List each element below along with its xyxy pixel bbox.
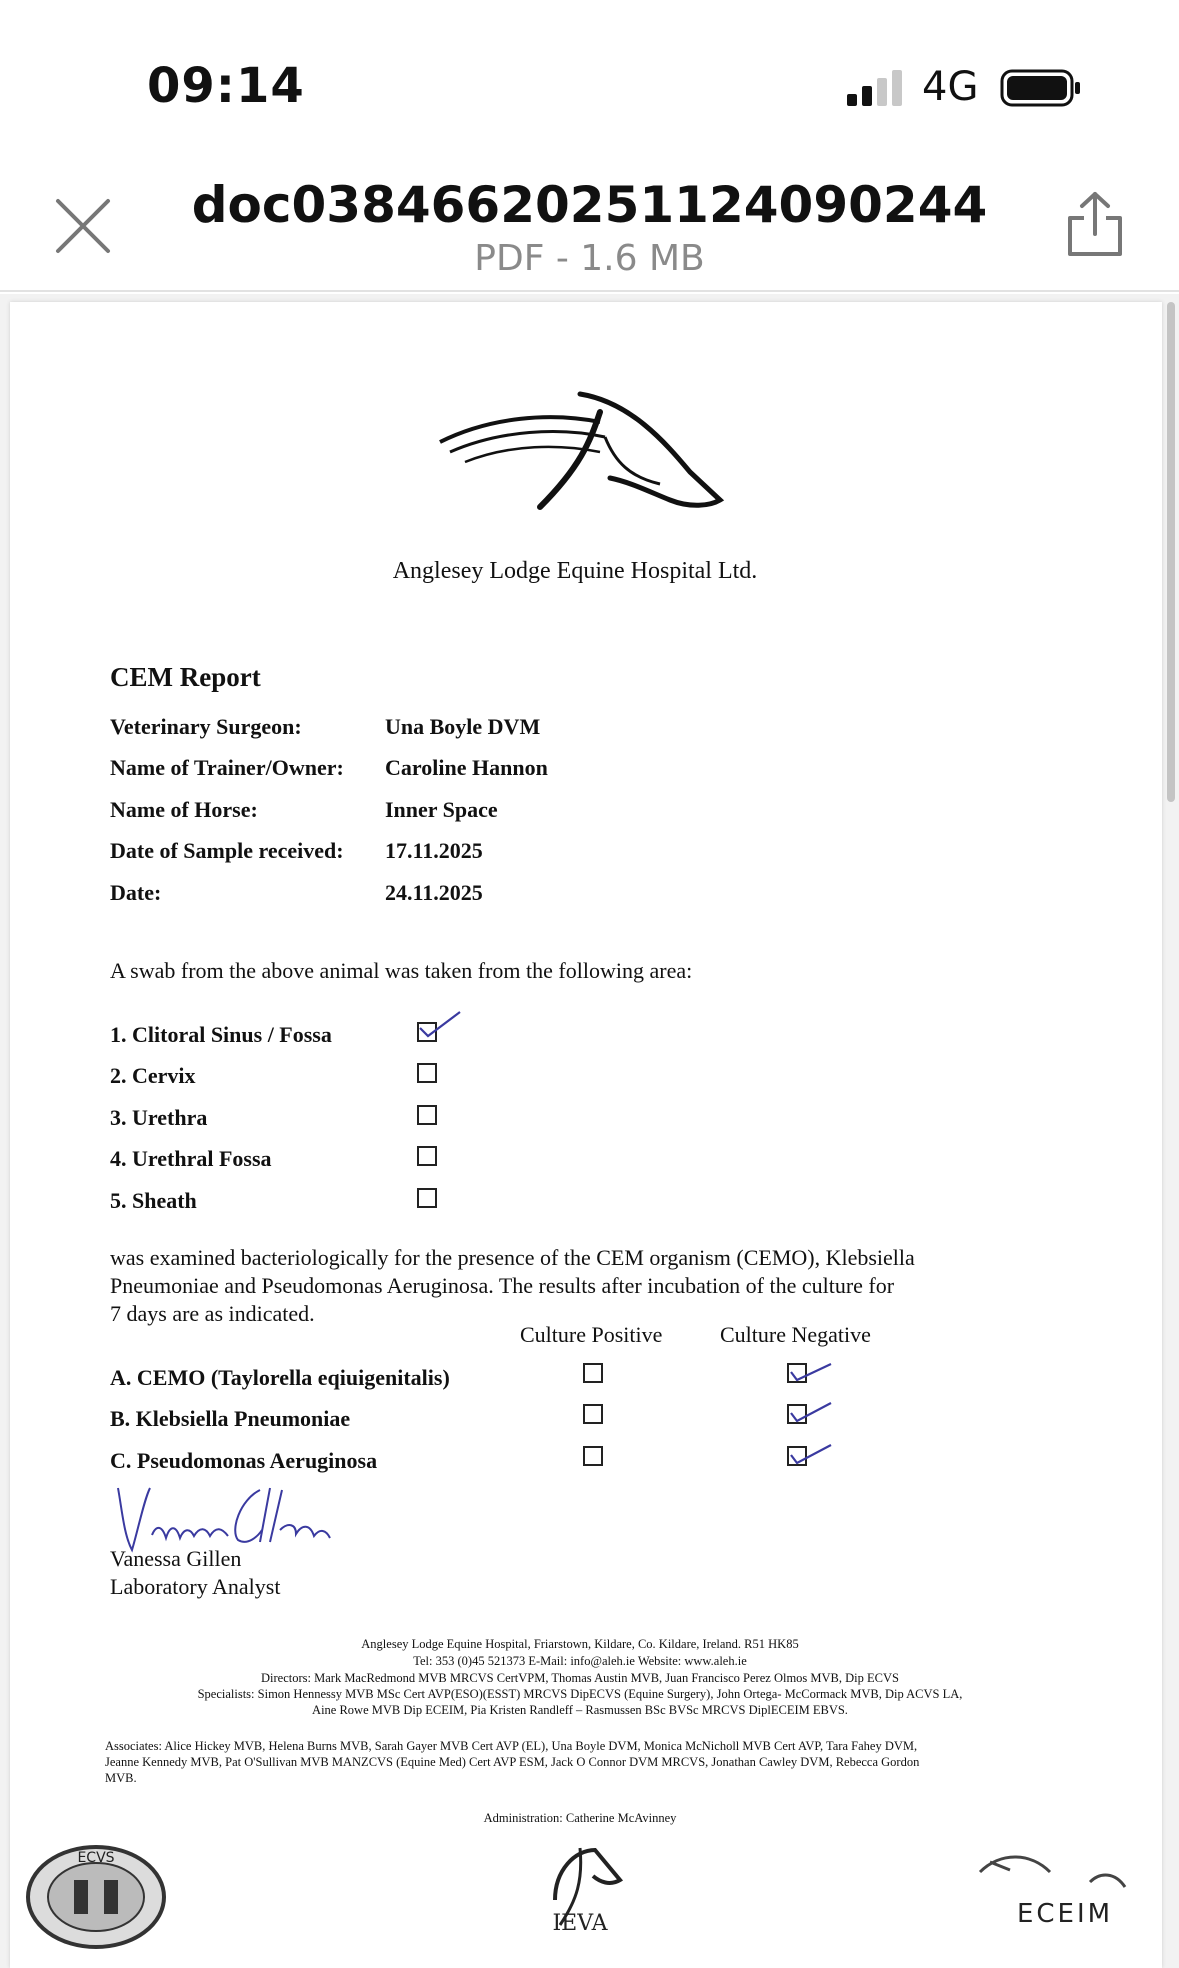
- footer-specialists: Aine Rowe MVB Dip ECEIM, Pia Kristen Randleff – Rasmussen BSc BVSc MRCVS DiplECEIM EBVS.: [312, 1703, 848, 1717]
- horse-head-logo: [430, 382, 740, 532]
- field-label: Veterinary Surgeon:: [110, 714, 302, 739]
- battery-icon: [1000, 68, 1082, 108]
- footer-associates: Associates: Alice Hickey MVB, Helena Burns MVB, Sarah Gayer MVB Cert AVP (EL), Una Boyle DVM, Monica McNicholl MVB Cert AVP, Tara Fahey DVM,: [105, 1739, 918, 1753]
- ecvs-seal-logo: [24, 1842, 169, 1952]
- column-culture-positive: Culture Positive: [520, 1322, 663, 1347]
- field-value: Inner Space: [385, 797, 498, 822]
- area-item: 1. Clitoral Sinus / Fossa: [110, 1022, 332, 1047]
- share-icon[interactable]: [1062, 190, 1128, 260]
- positive-checkbox: [583, 1446, 603, 1466]
- area-item: 3. Urethra: [110, 1105, 208, 1130]
- field-value: Caroline Hannon: [385, 755, 548, 780]
- ecvs-label: ECVS: [77, 1850, 115, 1866]
- signer-name: Vanessa Gillen: [110, 1546, 242, 1571]
- result-row-cemo: A. CEMO (Taylorella eqiuigenitalis): [110, 1365, 450, 1390]
- footer-administration: Administration: Catherine McAvinney: [483, 1811, 677, 1825]
- status-bar: [0, 0, 1179, 150]
- eceim-logo: [970, 1842, 1140, 1942]
- footer-specialists: Specialists: Simon Hennessy MVB MSc Cert AVP(ESO)(ESST) MRCVS DipECVS (Equine Surgery), John Ortega- McCormack MVB, Dip ACVS LA,: [197, 1687, 963, 1701]
- footer-associates: MVB.: [105, 1771, 137, 1785]
- pdf-page: [10, 302, 1162, 1968]
- field-value: 17.11.2025: [385, 838, 483, 863]
- report-title: CEM Report: [110, 662, 261, 692]
- tick-mark-icon: [418, 1008, 462, 1038]
- field-value: 24.11.2025: [385, 880, 483, 905]
- area-checkbox: [417, 1063, 437, 1083]
- positive-checkbox: [583, 1363, 603, 1383]
- result-row-pseudomonas: C. Pseudomonas Aeruginosa: [110, 1448, 378, 1473]
- area-item: 4. Urethral Fossa: [110, 1146, 272, 1171]
- hospital-name: Anglesey Lodge Equine Hospital Ltd.: [392, 558, 758, 584]
- positive-checkbox: [583, 1404, 603, 1424]
- document-header: [0, 150, 1179, 292]
- field-label: Name of Horse:: [110, 797, 258, 822]
- swab-intro: A swab from the above animal was taken from the following area:: [110, 958, 693, 983]
- field-label: Name of Trainer/Owner:: [110, 755, 344, 780]
- scrollbar[interactable]: [1167, 302, 1175, 802]
- network-label: 4G: [922, 64, 979, 110]
- tick-mark-icon: [789, 1354, 833, 1384]
- eceim-label: ECEIM: [1016, 1899, 1114, 1929]
- area-checkbox: [417, 1105, 437, 1125]
- area-checkbox: [417, 1146, 437, 1166]
- tick-mark-icon: [789, 1395, 833, 1425]
- field-label: Date of Sample received:: [110, 838, 344, 863]
- tick-mark-icon: [789, 1437, 833, 1467]
- status-time: 09:14: [147, 58, 305, 114]
- exam-text-line: Pneumoniae and Pseudomonas Aeruginosa. The results after incubation of the culture for: [110, 1273, 895, 1298]
- ieva-label: IEVA: [552, 1911, 608, 1936]
- footer-address: Anglesey Lodge Equine Hospital, Friarstown, Kildare, Co. Kildare, Ireland. R51 HK85: [361, 1637, 799, 1651]
- area-item: 5. Sheath: [110, 1188, 197, 1213]
- field-label: Date:: [110, 880, 162, 905]
- area-item: 2. Cervix: [110, 1063, 196, 1088]
- signer-role: Laboratory Analyst: [110, 1574, 281, 1599]
- exam-text-line: was examined bacteriologically for the presence of the CEM organism (CEMO), Klebsiella: [110, 1245, 915, 1270]
- pdf-viewer[interactable]: [0, 294, 1179, 1968]
- document-subtitle: PDF - 1.6 MB: [474, 238, 705, 279]
- column-culture-negative: Culture Negative: [720, 1322, 871, 1347]
- result-row-klebsiella: B. Klebsiella Pneumoniae: [110, 1406, 351, 1431]
- area-checkbox: [417, 1188, 437, 1208]
- footer-directors: Directors: Mark MacRedmond MVB MRCVS CertVPM, Thomas Austin MVB, Juan Francisco Perez Olmos MVB, Dip ECVS: [261, 1671, 899, 1685]
- signal-icon: [845, 70, 905, 106]
- footer-associates: Jeanne Kennedy MVB, Pat O'Sullivan MVB MANZCVS (Equine Med) Cert AVP ESM, Jack O Connor DVM MRCVS, Jonathan Cawley DVM, Rebecca Gordon: [105, 1755, 920, 1769]
- field-value: Una Boyle DVM: [385, 714, 541, 739]
- footer-contact: Tel: 353 (0)45 521373 E-Mail: info@aleh.ie Website: www.aleh.ie: [413, 1654, 747, 1668]
- exam-text-line: 7 days are as indicated.: [110, 1301, 315, 1326]
- document-title: doc03846620251124090244: [191, 176, 988, 234]
- ieva-logo: [525, 1830, 635, 1940]
